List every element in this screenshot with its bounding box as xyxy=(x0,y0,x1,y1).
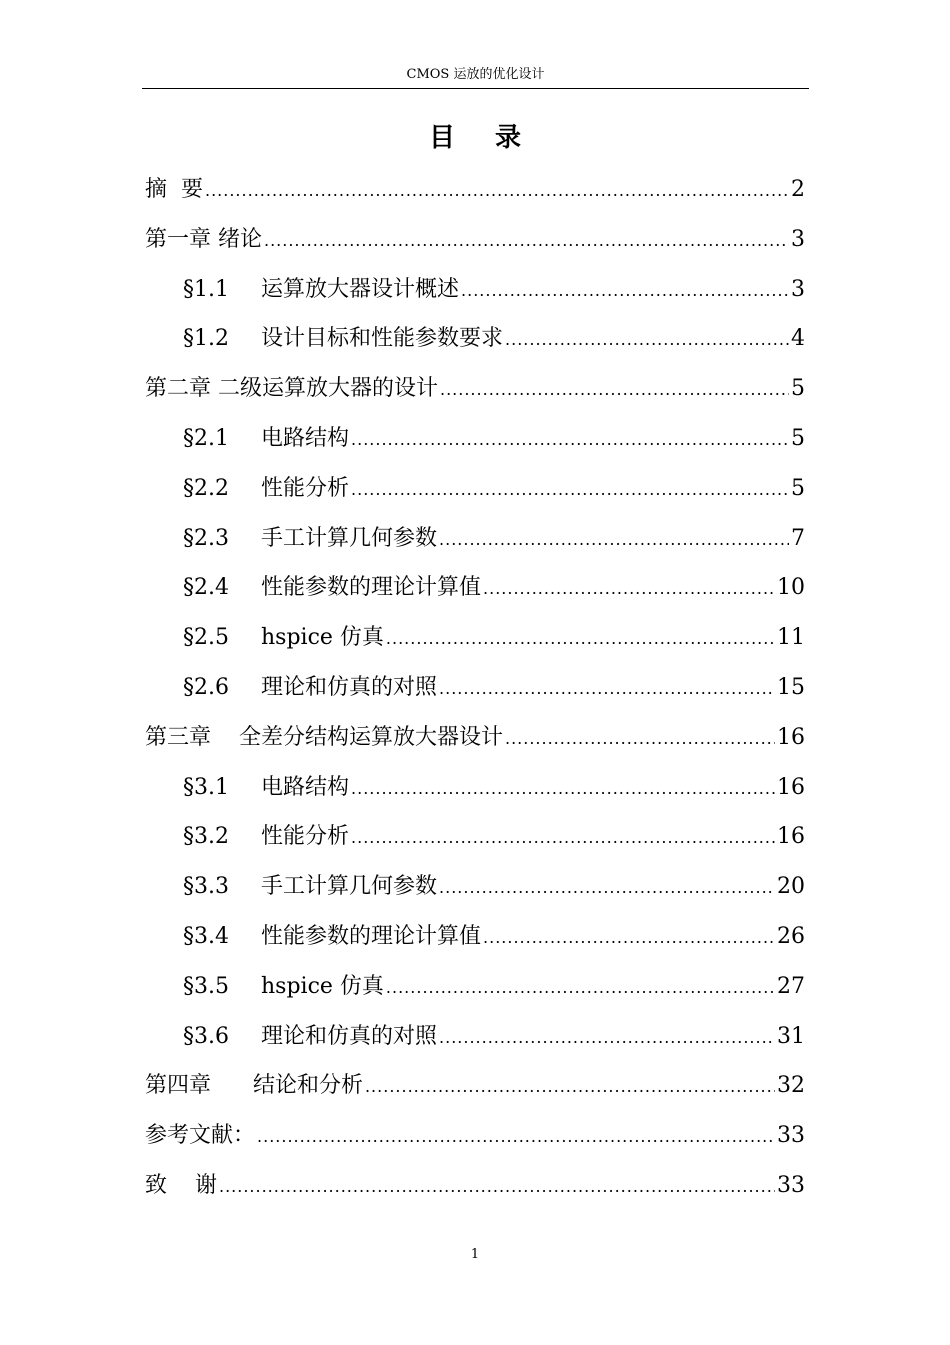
toc-entry-number: §2.2 xyxy=(183,475,229,501)
toc-entry[interactable] xyxy=(145,364,805,414)
toc-entry-page: 3 xyxy=(791,276,805,302)
toc-entry-number: §1.1 xyxy=(183,276,229,302)
toc-dot-leader xyxy=(386,613,775,664)
toc-entry-title: 第四章 结论和分析 xyxy=(145,1073,363,1099)
toc-entry-page: 33 xyxy=(777,1172,805,1198)
toc-entry-page: 16 xyxy=(777,724,805,750)
toc-entry[interactable] xyxy=(145,464,805,514)
toc-dot-leader xyxy=(439,514,789,565)
toc-dot-leader xyxy=(351,464,789,515)
toc-entry-page: 20 xyxy=(777,874,805,900)
toc-entry-number: §3.5 xyxy=(183,973,229,999)
toc-entry[interactable] xyxy=(145,215,805,265)
toc-dot-leader xyxy=(439,663,775,714)
toc-entry-title: 电路结构 xyxy=(261,425,350,451)
toc-entry-title: 摘 要 xyxy=(145,177,203,202)
page-number: 1 xyxy=(470,1247,480,1262)
toc-entry[interactable] xyxy=(145,613,805,663)
toc-entry-page: 5 xyxy=(791,376,805,402)
toc-entry-number: §2.1 xyxy=(183,425,229,451)
toc-entry[interactable] xyxy=(145,862,805,912)
toc-entry-title: 第一章 绪论 xyxy=(145,226,262,252)
toc-entry-page: 3 xyxy=(791,226,805,252)
toc-dot-leader xyxy=(219,1161,775,1212)
toc-entry-page: 32 xyxy=(777,1073,805,1099)
toc-entry-number: §3.3 xyxy=(183,874,229,900)
toc-entry-number: §2.6 xyxy=(183,674,229,700)
toc-entry[interactable] xyxy=(145,1061,805,1111)
toc-dot-leader xyxy=(351,812,775,863)
toc-entry[interactable] xyxy=(145,563,805,613)
toc-entry[interactable] xyxy=(145,912,805,962)
toc-dot-leader xyxy=(264,215,789,266)
toc-dot-leader xyxy=(386,962,775,1013)
toc-entry-number: §1.2 xyxy=(183,326,229,352)
toc-entry-page: 4 xyxy=(791,326,805,352)
toc-entry[interactable] xyxy=(145,962,805,1012)
toc-entry-page: 16 xyxy=(777,774,805,800)
toc-dot-leader xyxy=(351,763,775,814)
toc-dot-leader xyxy=(505,314,789,365)
toc-dot-leader xyxy=(461,265,789,316)
toc-dot-leader xyxy=(257,1111,775,1162)
toc-dot-leader xyxy=(440,364,789,415)
toc-entry-title: 电路结构 xyxy=(261,774,350,800)
toc-entry-page: 27 xyxy=(777,973,805,999)
toc-entry[interactable] xyxy=(145,514,805,564)
toc-entry-title: 致 谢 xyxy=(145,1172,217,1198)
toc-entry[interactable] xyxy=(145,1012,805,1062)
toc-entry[interactable] xyxy=(145,763,805,813)
toc-entry-title: 第三章 全差分结构运算放大器设计 xyxy=(145,724,503,750)
toc-entry-title: 性能分析 xyxy=(261,475,350,501)
toc-entry[interactable] xyxy=(145,663,805,713)
toc-entry[interactable] xyxy=(145,713,805,763)
toc-title: 目录 xyxy=(428,123,561,153)
toc-dot-leader xyxy=(483,912,775,963)
toc-entry[interactable] xyxy=(145,1161,805,1211)
toc-dot-leader xyxy=(439,1012,775,1063)
toc-entry-number: §3.1 xyxy=(183,774,229,800)
toc-list xyxy=(145,165,805,1211)
toc-dot-leader xyxy=(351,414,789,465)
toc-dot-leader xyxy=(439,862,775,913)
toc-entry-number: §2.4 xyxy=(183,575,229,601)
toc-entry-title: hspice 仿真 xyxy=(261,625,384,651)
toc-entry-page: 2 xyxy=(791,177,805,202)
toc-entry-page: 33 xyxy=(777,1123,805,1149)
toc-entry-title: 理论和仿真的对照 xyxy=(261,674,438,700)
running-title: CMOS 运放的优化设计 xyxy=(406,67,545,82)
toc-dot-leader xyxy=(365,1061,775,1112)
toc-entry-number: §2.5 xyxy=(183,625,229,651)
toc-dot-leader xyxy=(205,165,789,216)
toc-entry-page: 15 xyxy=(777,674,805,700)
toc-entry-number: §3.4 xyxy=(183,923,229,949)
toc-entry-page: 16 xyxy=(777,824,805,850)
toc-entry-title: 性能参数的理论计算值 xyxy=(261,923,482,949)
toc-dot-leader xyxy=(483,563,775,614)
toc-entry-title: 参考文献： xyxy=(145,1123,256,1149)
toc-entry-page: 5 xyxy=(791,425,805,451)
toc-entry-title: 运算放大器设计概述 xyxy=(261,276,460,302)
toc-entry-title: 性能分析 xyxy=(261,824,350,850)
toc-entry-title: 性能参数的理论计算值 xyxy=(261,575,482,601)
running-header xyxy=(142,64,809,89)
toc-entry[interactable] xyxy=(145,165,805,215)
toc-entry-page: 31 xyxy=(777,1023,805,1049)
toc-entry-page: 10 xyxy=(777,575,805,601)
toc-dot-leader xyxy=(505,713,775,764)
toc-entry[interactable] xyxy=(145,265,805,315)
toc-entry-title: hspice 仿真 xyxy=(261,973,384,999)
toc-entry-title: 设计目标和性能参数要求 xyxy=(261,326,504,352)
toc-entry-page: 26 xyxy=(777,923,805,949)
toc-entry-title: 第二章 二级运算放大器的设计 xyxy=(145,376,438,402)
toc-entry-title: 理论和仿真的对照 xyxy=(261,1023,438,1049)
toc-entry-number: §3.2 xyxy=(183,824,229,850)
toc-entry-number: §2.3 xyxy=(183,525,229,551)
toc-entry-title: 手工计算几何参数 xyxy=(261,874,438,900)
toc-entry-title: 手工计算几何参数 xyxy=(261,525,438,551)
toc-entry[interactable] xyxy=(145,1111,805,1161)
toc-entry[interactable] xyxy=(145,314,805,364)
toc-entry-page: 11 xyxy=(777,625,805,651)
toc-entry-number: §3.6 xyxy=(183,1023,229,1049)
toc-entry-page: 7 xyxy=(791,525,805,551)
toc-entry[interactable] xyxy=(145,812,805,862)
toc-entry[interactable] xyxy=(145,414,805,464)
toc-entry-page: 5 xyxy=(791,475,805,501)
